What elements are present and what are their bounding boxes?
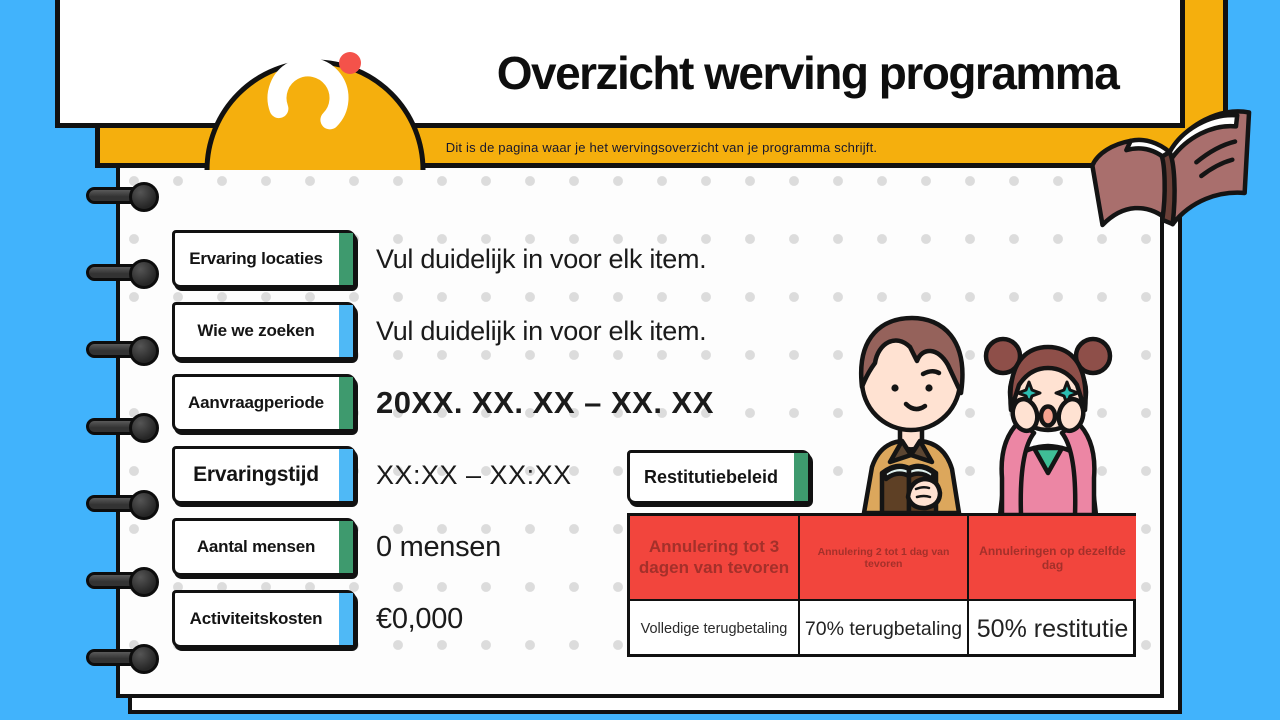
binder-clip	[86, 572, 154, 589]
label-stripe	[339, 521, 353, 573]
refund-table-value: 70% terugbetaling	[800, 601, 969, 657]
label-stripe	[794, 453, 808, 501]
field-value-aantal-mensen: 0 mensen	[376, 530, 501, 563]
refund-table-value: Volledige terugbetaling	[630, 601, 800, 657]
binder-clip	[86, 187, 154, 204]
label-stripe	[339, 305, 353, 357]
field-label-aantal-mensen	[172, 518, 356, 576]
field-label-aanvraagperiode	[172, 374, 356, 432]
field-value-ervaring-locaties: Vul duidelijk in voor elk item.	[376, 243, 707, 274]
field-value-ervaringstijd: XX:XX – XX:XX	[376, 459, 572, 490]
label-stripe	[339, 449, 353, 501]
field-label-ervaringstijd	[172, 446, 356, 504]
refund-policy-label	[627, 450, 811, 504]
refund-policy-table	[627, 513, 1136, 657]
page-title: Overzicht werving programma	[496, 47, 1119, 99]
refund-policy-label-text: Restitutiebeleid	[643, 466, 779, 487]
label-stripe	[339, 377, 353, 429]
yellow-dome-ring-logo-icon	[200, 4, 430, 170]
field-label-text: Ervaring locaties	[189, 249, 323, 268]
binder-clip	[86, 649, 154, 666]
page-subtitle: Dit is de pagina waar je het wervingsoverzicht van je programma schrijft.	[445, 140, 878, 155]
binder-clip	[86, 418, 154, 435]
binder-clip	[86, 264, 154, 281]
refund-table-value: 50% restitutie	[976, 614, 1129, 643]
field-label-text: Ervaringstijd	[193, 463, 319, 486]
field-label-wie-we-zoeken	[172, 302, 356, 360]
field-label-ervaring-locaties	[172, 230, 356, 288]
field-value-activiteitskosten: €0,000	[376, 602, 463, 635]
field-value-wie-we-zoeken: Vul duidelijk in voor elk item.	[376, 315, 707, 346]
boy-reading-illustration	[822, 301, 1000, 513]
girl-amazed-illustration	[982, 328, 1114, 515]
field-label-text: Wie we zoeken	[197, 321, 315, 340]
refund-table-header: Annulering 2 tot 1 dag van tevoren	[800, 516, 969, 601]
binder-clip	[86, 341, 154, 358]
field-label-text: Aantal mensen	[196, 537, 316, 556]
open-book-icon	[1078, 92, 1266, 252]
field-value-aanvraagperiode: 20XX. XX. XX – XX. XX	[376, 385, 714, 420]
binder-clip	[86, 495, 154, 512]
field-label-activiteitskosten	[172, 590, 356, 648]
label-stripe	[339, 233, 353, 285]
refund-table-header: Annulering tot 3 dagen van tevoren	[630, 516, 800, 601]
refund-table-header: Annuleringen op dezelfde dag	[969, 516, 1136, 601]
field-label-text: Aanvraagperiode	[188, 393, 324, 412]
label-stripe	[339, 593, 353, 645]
field-label-text: Activiteitskosten	[189, 609, 323, 628]
